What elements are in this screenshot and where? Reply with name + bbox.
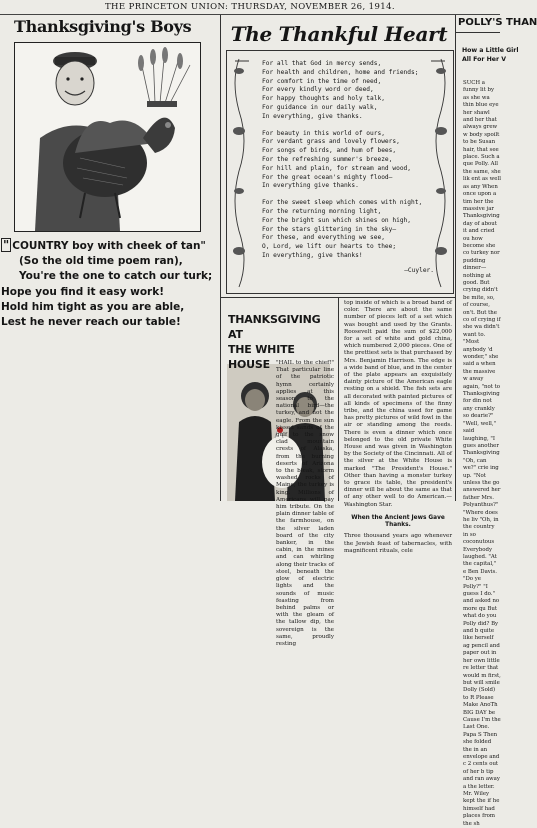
- article-text: top inside of which is a broad band of color. There are about the same number of pieces left of a set which was bought and used by the Grants. Roosevelt paid the sum of $22,000 for a set of white and gold china, which numbered 2,000 pieces. One of the prettiest sets is that purchased by Mrs. Benjamin Harrison. The edge is a wide band of blue, and in the center of the plate appears an exquisitely dainty picture of the American eagle resting on a shield. The fish sets are all decorated with painted pictures of all kinds of specimens of the finny tribe, and the china used for game has pretty pictures of wild fowl in the air or standing among the reeds. There is even a dinner which once belonged to the old private White House and was given in Washington by the Society of the Cincinnati. All of the silver at the White House is marked "The President's House." Other than having a monster turkey to grace its table, the president's dinner will be about the same as that of any other well to do American.—Washington Star.: [344, 300, 452, 508]
- country-boy-poem: [1, 238, 223, 330]
- poem-line: For verdant grass and lovely flowers,: [262, 138, 400, 146]
- stanza-2: [262, 130, 434, 192]
- poem-line: In everything, give thanks.: [262, 112, 363, 120]
- thanksgiving-boys-title: Thanksgiving's Boys: [14, 17, 192, 36]
- poem-line: For these, and everything we see,: [262, 234, 385, 242]
- poem-line: For beauty in this world of ours,: [262, 129, 385, 137]
- drop-cap: ": [3, 238, 10, 252]
- poem-line: Lest he never reach our table!: [1, 316, 181, 329]
- poem-line: In everything give thanks.: [262, 182, 359, 190]
- poem-credit: —Cuyler.: [404, 266, 434, 274]
- poem-line: For every kindly word or deed,: [262, 86, 374, 94]
- china-article-column: [344, 300, 452, 554]
- poem-line: Hold him tight as you are able,: [1, 300, 185, 313]
- article-subhead: When the Ancient Jews Gave Thanks.: [351, 514, 445, 529]
- white-house-article-text: "HAIL to the chief!" That particular line of the patriotic hymn certainly applies at this season to the national bird—the turkey, and not the eagle. From the sun kissed sands of the gulf to the snow clad mountain crests of Alaska, from the burning deserts of Arizona to the bleak, storm washed rocks of Maine, the turkey is king. Millions of Americans will pay him tribute. On the plain dinner table of the farmhouse, on the silver laden board of the city banker, in the cabin, in the mines and can whirling along their tracks of steel, beneath the glow of electric lights and the sounds of music feasting from behind palms or with the gleam of the tallow dip, the sovereign is the same, proudly resting: [276, 360, 334, 647]
- poem-line: For songs of birds, and hum of bees,: [262, 147, 397, 155]
- right-rule: [456, 32, 500, 33]
- poem-line: For guidance in our daily walk,: [262, 103, 378, 111]
- headline-line-2: THE WHITE HOUSE: [228, 343, 295, 371]
- stanza-3: [262, 199, 434, 261]
- poem-line: In everything, give thanks!: [262, 251, 363, 259]
- masthead: THE PRINCETON UNION: THURSDAY, NOVEMBER 26, 1914.: [0, 0, 500, 15]
- poem-line: For comfort in the time of need,: [262, 77, 382, 85]
- subheading-line: All For Her V: [462, 56, 506, 63]
- poem-line: For all that God in mercy sends,: [262, 60, 382, 67]
- subheading-line: How a Little Girl: [462, 47, 519, 54]
- pollys-subheading: [462, 46, 518, 64]
- poem-line: For the great ocean's mighty flood—: [262, 173, 393, 181]
- poem-line: For the stars glittering in the sky—: [262, 225, 397, 233]
- poem-line: For the returning morning light,: [262, 207, 382, 215]
- thankful-heart-poem: [262, 60, 434, 276]
- poem-line: For health and children, home and friends;: [262, 68, 419, 76]
- pollys-article-text: SUCH a funny lit by as she wa thin blue eye her shawl and her that always grew w body spoilt to be Susan hair, that see place. Such a que Polly. All the same, she lik ent as well as any When once upon a tim her the massive jar Thanksgiving day of about it and cried ou how become she co turkey nor pudding dinner—nothing at good. But crying didn't be mite, so, of course, on't. But the co of crying if she wa didn't want to. "Most anybody 'd wonder," she said a when the massive w away again, "not to Thanksgiving for din not any crankly so dearie?" "Well, well," said laughing, "I gues another Thanksgiving "Oh, can we?" crie ing up. "Not unless the go answered her father Mrs. Polyanthus?" "Where does he liv "Oh, in the country in so coconutous Everybody laughed. "At the capital," e Ben Davis. "Do ye Polly?" "I guess I do." and asked no more qu But what do you Polly did? By and b quite like herself ag pencil and paper out in her own little re letter that would m first, but will smile Dolly (Sold) to R Please Make AnoTh BIG DAY be Cause I'm the Last One. Papa S Then she folded the in an envelope and c 2 cents out of her b tip and ran away a the letter. Mr. Wiley kept the if he himself had places from the sh: [463, 80, 501, 827]
- pollys-thanksgiving-headline: POLLY'S THAN: [458, 17, 537, 28]
- boy-with-turkey-illustration: [14, 42, 201, 232]
- poem-line: For the refreshing summer's breeze,: [262, 155, 393, 163]
- article-text: Three thousand years ago whenever the Jewish feast of tabernacles, with magnificent rituals, cele: [344, 533, 452, 554]
- poem-line: For the bright sun which shines on high,: [262, 216, 412, 224]
- column-rule-right: [455, 15, 456, 501]
- poem-line: You're the one to catch our turk;: [19, 270, 213, 283]
- section-rule: [221, 297, 455, 298]
- poem-line: For the sweet sleep which comes with night,: [262, 199, 423, 207]
- headline-line-1: THANKSGIVING AT: [228, 313, 321, 341]
- thankful-heart-title: The Thankful Heart: [230, 22, 448, 46]
- poem-line: For happy thoughts and holy talk,: [262, 95, 385, 103]
- column-rule-mid: [338, 298, 339, 501]
- stanza-1: [262, 60, 434, 122]
- poem-line: Hope you find it easy work!: [1, 285, 165, 298]
- poem-line: O, Lord, we lift our hearts to thee;: [262, 243, 397, 251]
- poem-line: For hill and plain, for stream and wood,: [262, 164, 412, 172]
- poem-line: (So the old time poem ran),: [19, 255, 183, 268]
- poem-line: " COUNTRY boy with cheek of tan": [3, 238, 206, 252]
